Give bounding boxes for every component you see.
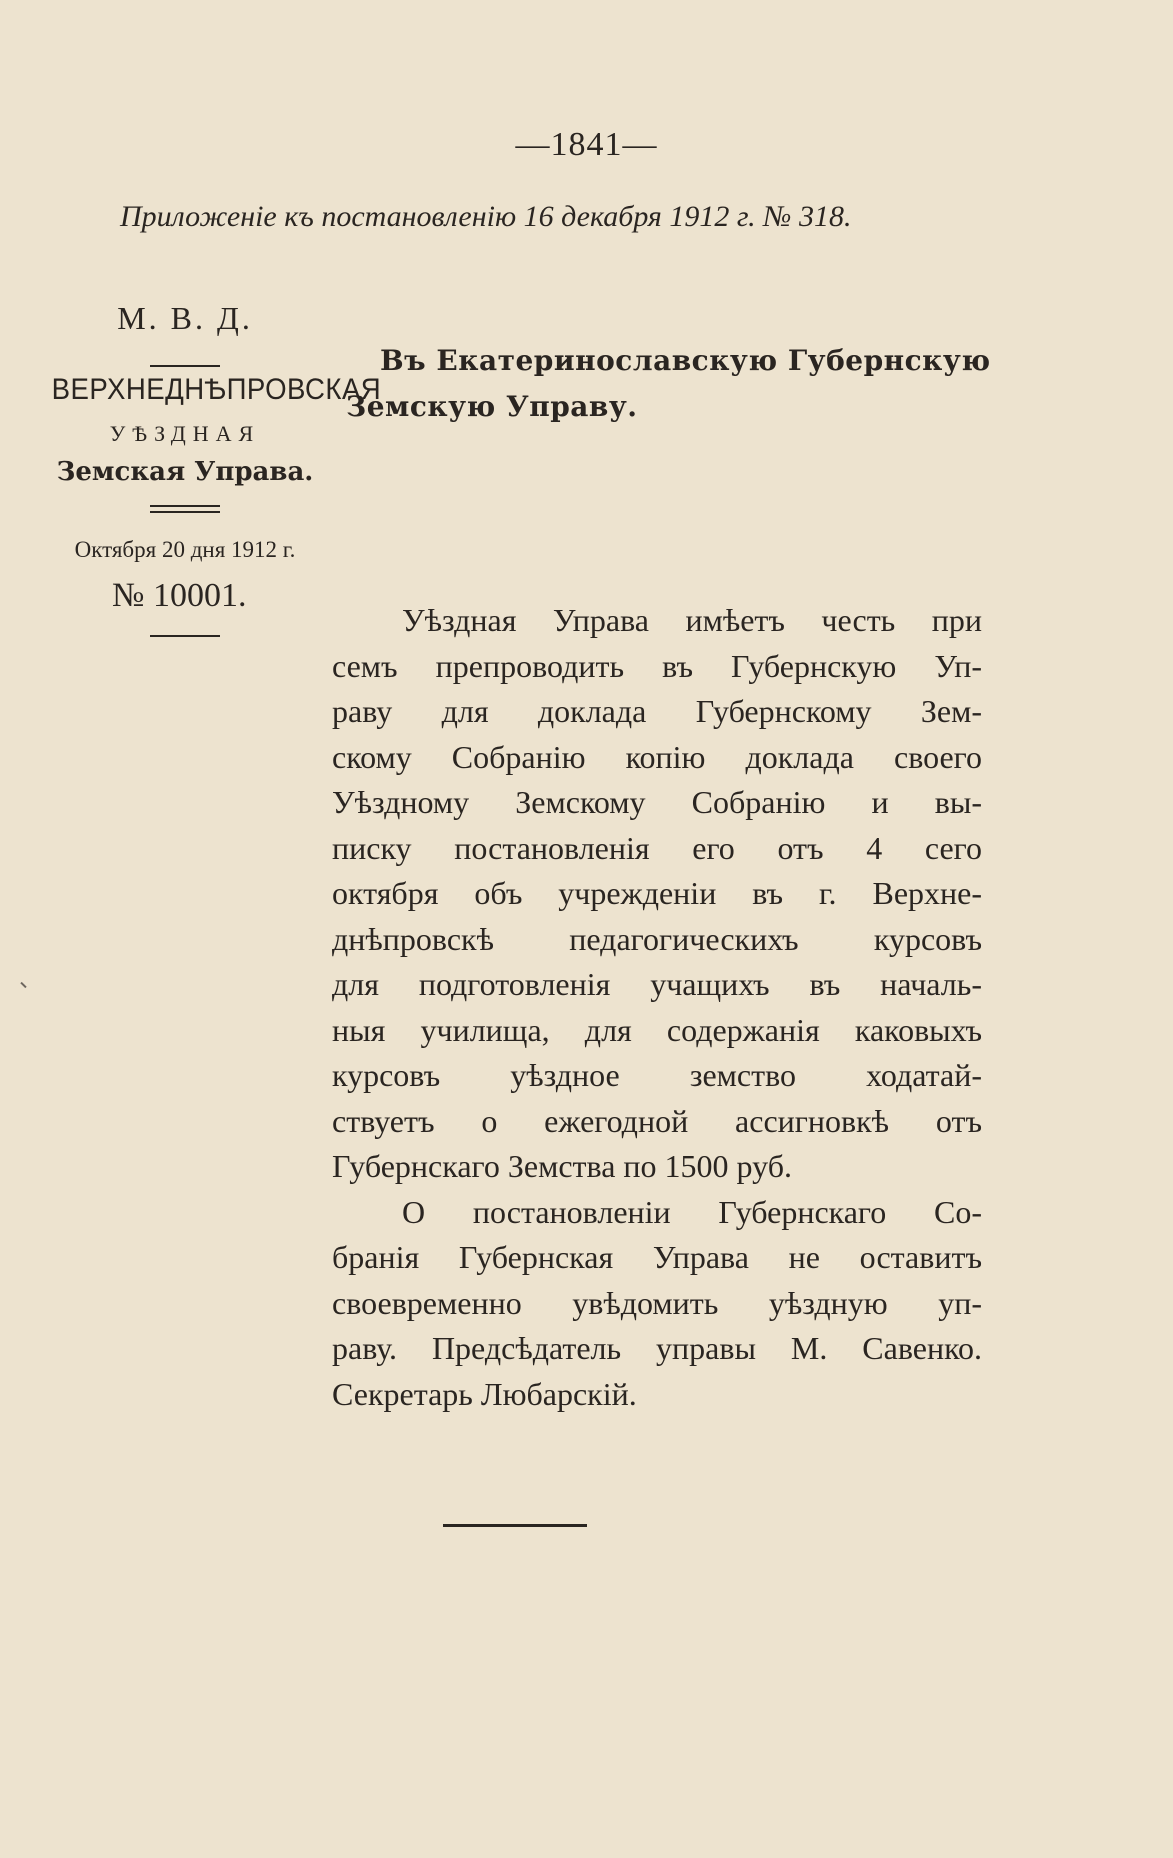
text-line: скому Собранію копію доклада своего — [332, 738, 982, 775]
ministry-abbreviation: М. В. Д. — [117, 300, 253, 336]
text-line: днѣпровскѣ педагогическихъ курсовъ — [332, 920, 982, 957]
appendix-note: Приложеніе къ постановленію 16 декабря 1912 г. № 318. — [120, 200, 852, 233]
issuer-office: Земская Управа. — [56, 457, 314, 487]
paragraph-2 — [332, 1190, 982, 1418]
text-line: писку постановленія его отъ 4 сего — [332, 829, 982, 866]
text-line: для подготовленія учащихъ въ началь- — [332, 966, 982, 1002]
text-line: Уѣздная Управа имѣетъ честь при — [402, 602, 982, 638]
text-line: своевременно увѣдомить уѣздную уп- — [332, 1284, 982, 1321]
margin-mark — [20, 982, 26, 988]
issue-date: Октября 20 дня 1912 г. — [74, 537, 296, 562]
text-line: раву для доклада Губернскому Зем- — [332, 693, 982, 729]
recipient-address — [346, 338, 996, 430]
recipient-line: Въ Екатеринославскую Губернскую — [380, 344, 991, 377]
text-line: ствуетъ о ежегодной ассигновкѣ отъ — [332, 1102, 982, 1139]
recipient-line: Земскую Управу. — [346, 390, 638, 423]
divider — [150, 365, 220, 367]
double-divider — [150, 505, 220, 513]
sender-block — [40, 300, 382, 637]
text-line: курсовъ уѣздное земство ходатай- — [332, 1057, 982, 1093]
page-number: —1841— — [515, 126, 658, 163]
text-line: Уѣздному Земскому Собранію и вы- — [332, 784, 982, 820]
text-line: Секретарь Любарскій. — [332, 1375, 637, 1412]
text-line: семъ препроводить въ Губернскую Уп- — [332, 647, 982, 684]
issuer-kind: УѢЗДНАЯ — [109, 421, 261, 446]
issuer-name: ВЕРХНЕДНѢПРОВСКАЯ — [51, 373, 382, 406]
text-line: бранія Губернская Управа не оставитъ — [332, 1239, 982, 1275]
paragraph-1 — [332, 598, 982, 1190]
letter-body — [332, 598, 982, 1417]
text-line: ныя училища, для содержанія каковыхъ — [332, 1011, 982, 1048]
text-line: О постановленіи Губернскаго Со- — [402, 1193, 982, 1230]
text-line: раву. Предсѣдатель управы М. Савенко. — [332, 1330, 982, 1366]
text-line: октября объ учрежденіи въ г. Верхне- — [332, 875, 982, 911]
divider — [150, 635, 220, 637]
outgoing-number: № 10001. — [112, 577, 247, 614]
text-line: Губернскаго Земства по 1500 руб. — [332, 1148, 792, 1184]
end-rule — [443, 1524, 587, 1527]
